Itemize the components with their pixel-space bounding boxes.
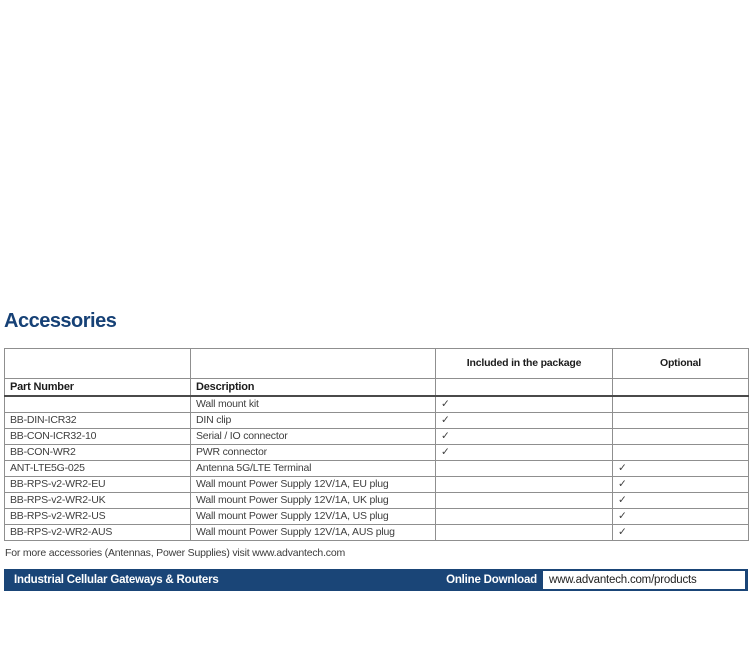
included-check (436, 509, 613, 525)
table-column-header-row (5, 379, 749, 397)
part-number-cell: BB-RPS-v2-WR2-AUS (5, 525, 191, 541)
part-number-cell: BB-CON-ICR32-10 (5, 429, 191, 445)
part-number-header: Part Number (5, 379, 191, 397)
included-check: ✓ (436, 396, 613, 413)
description-cell: Serial / IO connector (191, 429, 436, 445)
included-check (436, 477, 613, 493)
footer-banner (4, 569, 748, 591)
page-title: Accessories (4, 310, 117, 332)
table-row (5, 429, 749, 445)
part-number-cell: BB-DIN-ICR32 (5, 413, 191, 429)
empty-cell (436, 379, 613, 397)
download-url-link[interactable]: www.advantech.com/products (543, 571, 745, 589)
optional-check: ✓ (613, 461, 749, 477)
part-number-cell: BB-RPS-v2-WR2-US (5, 509, 191, 525)
optional-column-header: Optional (613, 349, 749, 379)
description-cell: Wall mount Power Supply 12V/1A, EU plug (191, 477, 436, 493)
table-row (5, 525, 749, 541)
optional-check (613, 429, 749, 445)
table-group-header-row (5, 349, 749, 379)
optional-check (613, 396, 749, 413)
description-cell: Wall mount Power Supply 12V/1A, US plug (191, 509, 436, 525)
table-row (5, 445, 749, 461)
optional-check: ✓ (613, 493, 749, 509)
optional-check (613, 445, 749, 461)
part-number-cell: ANT-LTE5G-025 (5, 461, 191, 477)
included-check: ✓ (436, 429, 613, 445)
included-check: ✓ (436, 445, 613, 461)
part-number-cell: BB-RPS-v2-WR2-EU (5, 477, 191, 493)
included-column-header: Included in the package (436, 349, 613, 379)
accessories-table (4, 348, 749, 541)
description-cell: PWR connector (191, 445, 436, 461)
accessories-note: For more accessories (Antennas, Power Supplies) visit www.advantech.com (5, 547, 346, 559)
part-number-cell (5, 396, 191, 413)
part-number-cell: BB-RPS-v2-WR2-UK (5, 493, 191, 509)
optional-check: ✓ (613, 477, 749, 493)
empty-cell (613, 379, 749, 397)
optional-check (613, 413, 749, 429)
table-row (5, 493, 749, 509)
online-download-label: Online Download (446, 574, 537, 586)
optional-check: ✓ (613, 525, 749, 541)
product-line-label: Industrial Cellular Gateways & Routers (14, 574, 219, 586)
included-check: ✓ (436, 413, 613, 429)
empty-cell (191, 349, 436, 379)
optional-check: ✓ (613, 509, 749, 525)
empty-cell (5, 349, 191, 379)
table-row (5, 477, 749, 493)
description-cell: Wall mount Power Supply 12V/1A, UK plug (191, 493, 436, 509)
table-row (5, 461, 749, 477)
description-cell: Wall mount Power Supply 12V/1A, AUS plug (191, 525, 436, 541)
table-row (5, 509, 749, 525)
description-cell: Wall mount kit (191, 396, 436, 413)
footer-download-group (446, 569, 748, 591)
included-check (436, 493, 613, 509)
included-check (436, 461, 613, 477)
description-cell: Antenna 5G/LTE Terminal (191, 461, 436, 477)
table-row (5, 413, 749, 429)
description-header: Description (191, 379, 436, 397)
included-check (436, 525, 613, 541)
description-cell: DIN clip (191, 413, 436, 429)
part-number-cell: BB-CON-WR2 (5, 445, 191, 461)
table-row (5, 396, 749, 413)
